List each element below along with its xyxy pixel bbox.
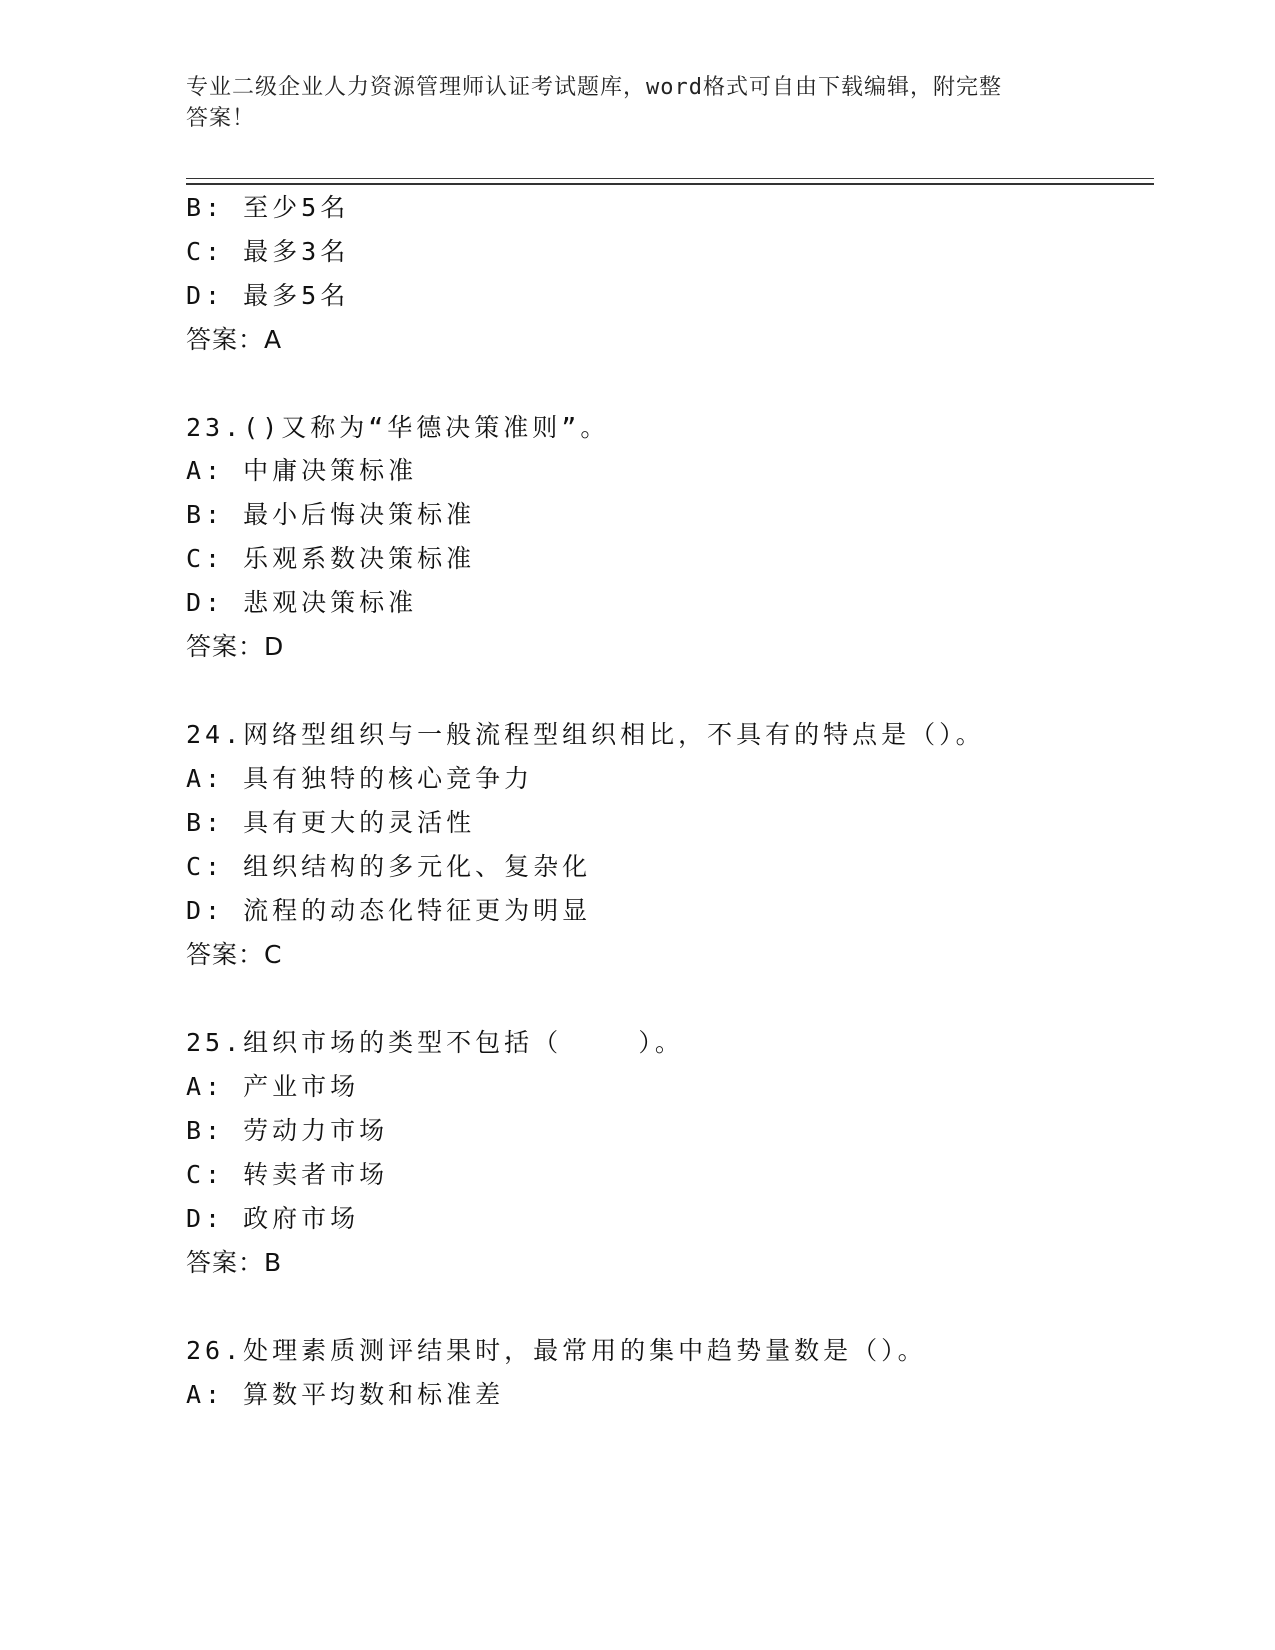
q23-question: 23.()又称为“华德决策准则”。 [186,413,610,442]
q25-answer: 答案：B [186,1248,283,1277]
q24-option-b: B: 具有更大的灵活性 [186,808,476,837]
header-line-1: 专业二级企业人力资源管理师认证考试题库，word格式可自由下载编辑，附完整 [186,75,1002,100]
q24-option-a: A: 具有独特的核心竞争力 [186,764,534,793]
q23-option-c: C: 乐观系数决策标准 [186,544,476,573]
q22-option-d: D: 最多5名 [186,281,350,310]
q23-option-d: D: 悲观决策标准 [186,588,418,617]
header-line-2: 答案！ [186,106,256,131]
q25-option-d: D: 政府市场 [186,1204,360,1233]
q25-option-b: B: 劳动力市场 [186,1116,389,1145]
q24-question: 24.网络型组织与一般流程型组织相比，不具有的特点是（）。 [186,720,985,749]
q25-option-c: C: 转卖者市场 [186,1160,389,1189]
q22-answer: 答案：A [186,325,283,354]
header-rule-thin [186,178,1154,179]
q24-option-c: C: 组织结构的多元化、复杂化 [186,852,592,881]
q26-option-a: A: 算数平均数和标准差 [186,1380,505,1409]
q25-question: 25.组织市场的类型不包括（ ）。 [186,1028,684,1057]
q22-option-b: B: 至少5名 [186,193,350,222]
q22-option-c: C: 最多3名 [186,237,350,266]
q23-option-b: B: 最小后悔决策标准 [186,500,476,529]
q24-option-d: D: 流程的动态化特征更为明显 [186,896,592,925]
header-rule-thick [186,183,1154,185]
q26-question: 26.处理素质测评结果时，最常用的集中趋势量数是（）。 [186,1336,927,1365]
q23-option-a: A: 中庸决策标准 [186,456,418,485]
q24-answer: 答案：C [186,940,283,969]
q23-answer: 答案：D [186,632,285,661]
page-header [186,72,1066,134]
q25-option-a: A: 产业市场 [186,1072,360,1101]
